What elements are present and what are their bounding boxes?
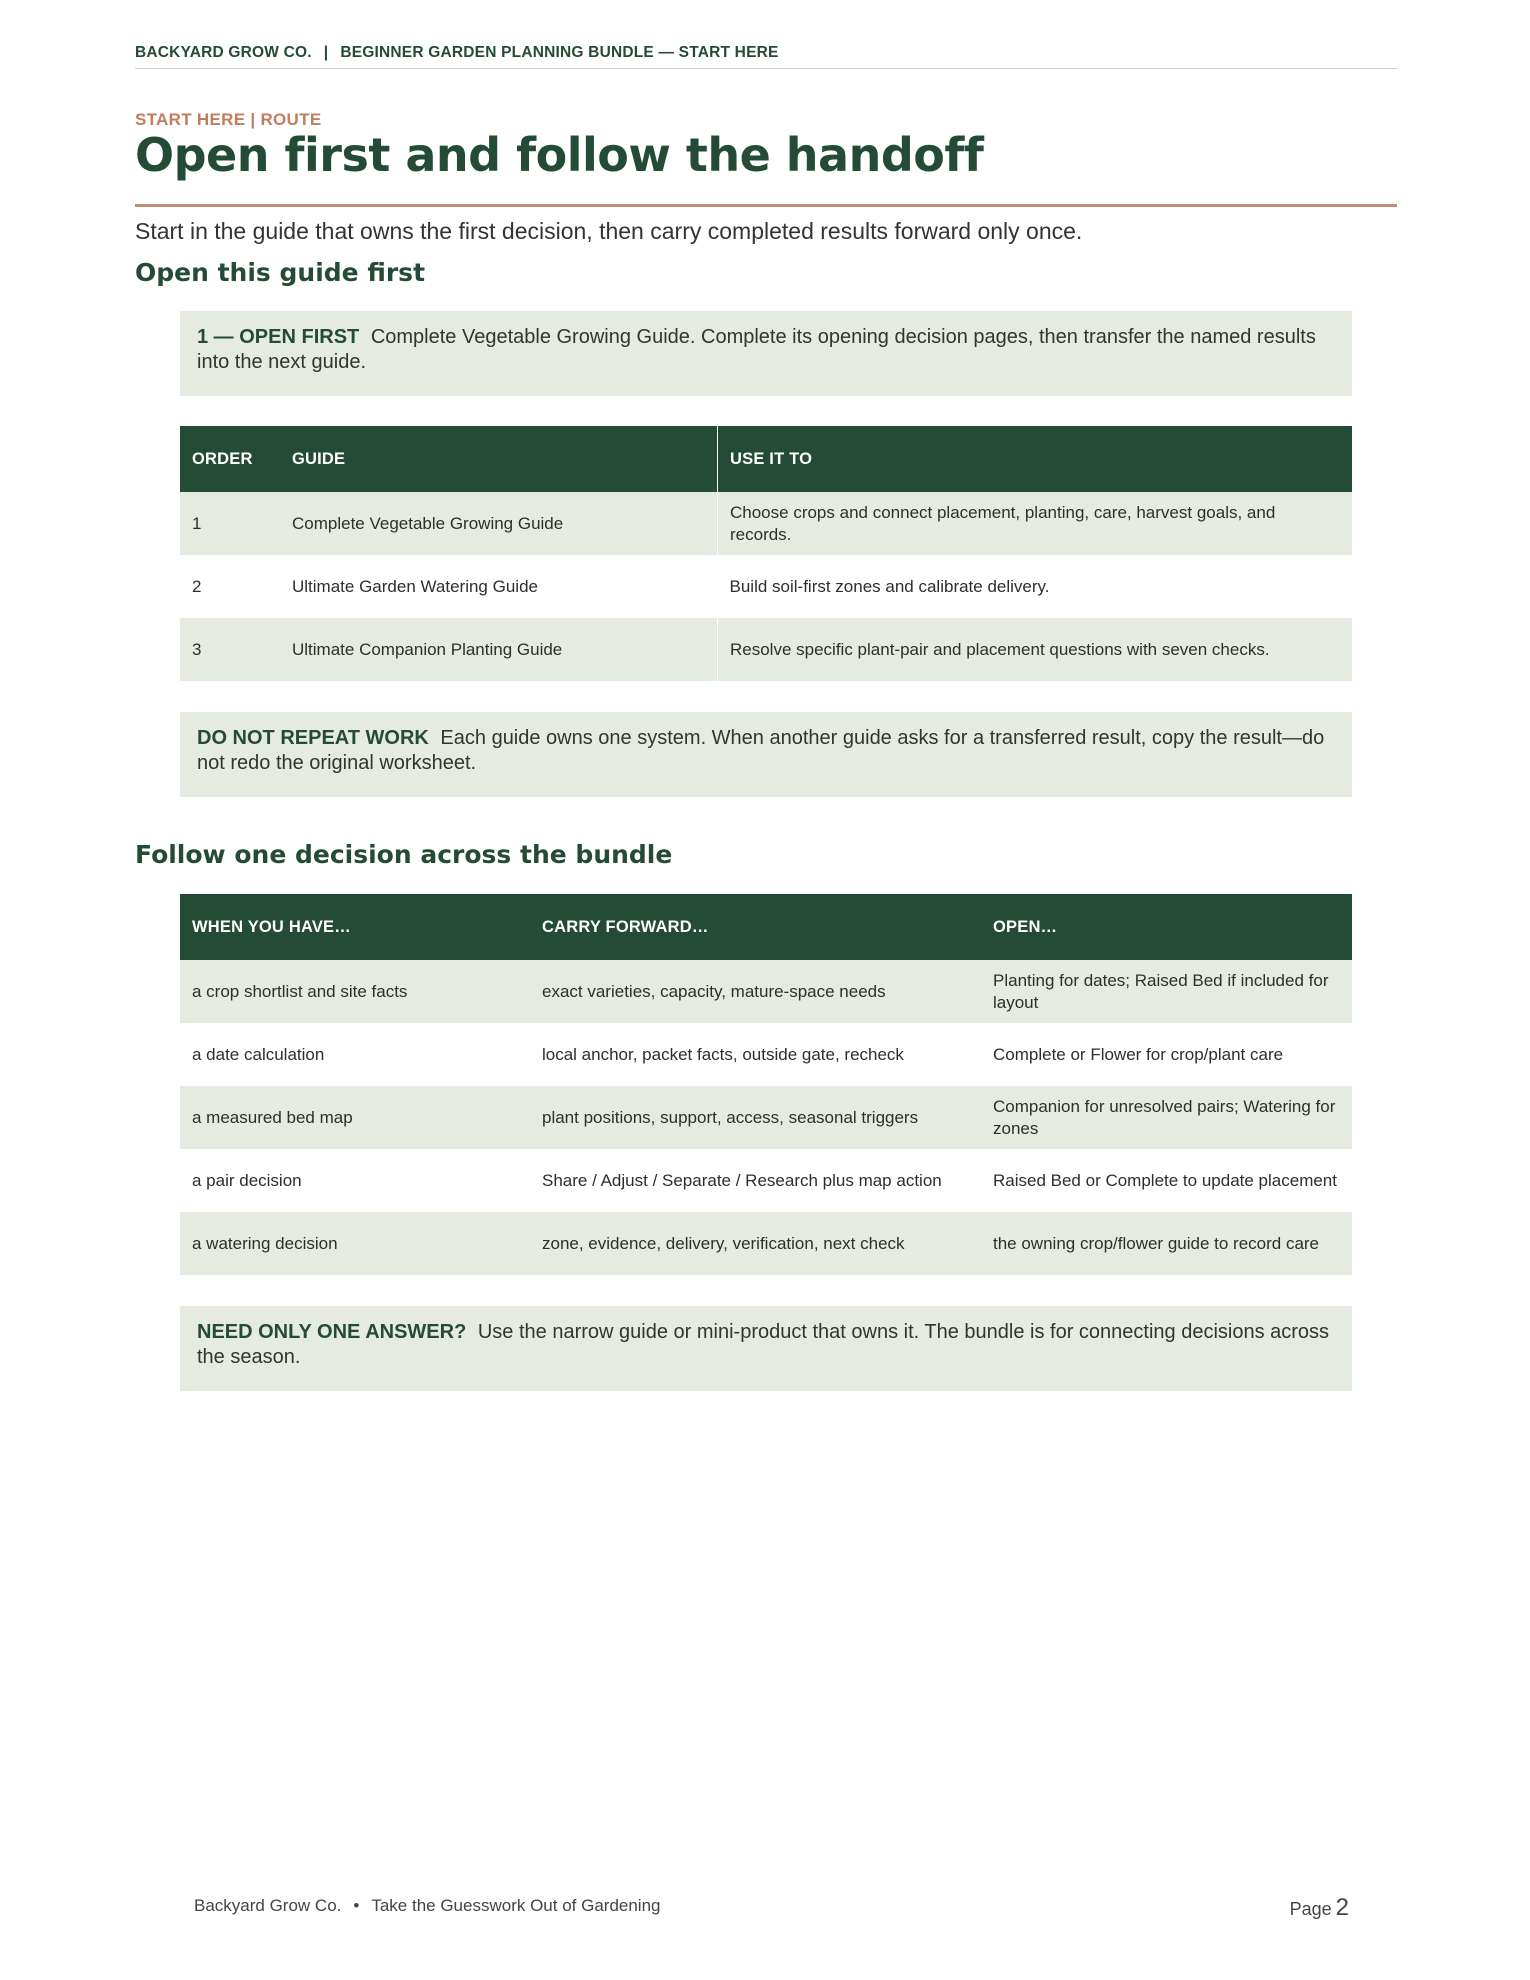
callout-text: Use the narrow guide or mini-product that owns it. The bundle is for connecting decisions across the season. bbox=[197, 1321, 1330, 1368]
cell-open: Complete or Flower for crop/plant care bbox=[993, 1044, 1284, 1064]
cell-use: Choose crops and connect placement, planting, care, harvest goals, and records. bbox=[718, 492, 1353, 555]
column-header-guide: GUIDE bbox=[280, 426, 718, 492]
column-header-order: ORDER bbox=[180, 426, 280, 492]
page-number bbox=[1290, 1894, 1349, 1922]
cell-when: a measured bed map bbox=[180, 1086, 530, 1149]
cell-open: Companion for unresolved pairs; Watering for zones bbox=[981, 1086, 1352, 1149]
cell-carry: local anchor, packet facts, outside gate, recheck bbox=[542, 1044, 904, 1064]
section-heading-open-first: Open this guide first bbox=[135, 258, 426, 287]
table-row bbox=[180, 1149, 1352, 1212]
page-title: Open first and follow the handoff bbox=[135, 128, 984, 182]
table-header-row bbox=[180, 894, 1352, 960]
cell-order: 3 bbox=[180, 618, 280, 681]
do-not-repeat-callout bbox=[180, 712, 1352, 797]
cell-use: Resolve specific plant-pair and placement questions with seven checks. bbox=[718, 618, 1353, 681]
footer-tagline bbox=[194, 1896, 661, 1916]
table-row bbox=[180, 618, 1352, 681]
cell-order: 2 bbox=[192, 576, 202, 596]
page-label: Page bbox=[1289, 1899, 1332, 1919]
table-row bbox=[180, 555, 1352, 618]
page-number-value: 2 bbox=[1335, 1894, 1349, 1921]
callout-text: Each guide owns one system. When another guide asks for a transferred result, copy the result—do not redo the original worksheet. bbox=[197, 727, 1325, 774]
guide-order-table bbox=[180, 426, 1352, 681]
cell-open: the owning crop/flower guide to record care bbox=[981, 1212, 1352, 1275]
cell-carry: Share / Adjust / Separate / Research plus map action bbox=[542, 1170, 942, 1190]
cell-use: Build soil-first zones and calibrate delivery. bbox=[729, 576, 1050, 596]
cell-open: Raised Bed or Complete to update placement bbox=[993, 1170, 1337, 1190]
cell-when: a date calculation bbox=[192, 1044, 325, 1064]
header-separator: | bbox=[323, 44, 329, 61]
cell-carry: exact varieties, capacity, mature-space needs bbox=[530, 960, 981, 1023]
table-row bbox=[180, 1212, 1352, 1275]
running-header bbox=[135, 44, 1397, 62]
cell-when: a pair decision bbox=[192, 1170, 302, 1190]
cell-when: a watering decision bbox=[180, 1212, 530, 1275]
handoff-table bbox=[180, 894, 1352, 1275]
need-one-answer-callout bbox=[180, 1306, 1352, 1391]
footer-bullet: • bbox=[353, 1896, 360, 1915]
cell-guide: Ultimate Garden Watering Guide bbox=[292, 576, 538, 596]
column-header-open: OPEN… bbox=[981, 894, 1352, 960]
section-heading-follow-decision: Follow one decision across the bundle bbox=[135, 840, 673, 869]
cell-guide: Complete Vegetable Growing Guide bbox=[280, 492, 718, 555]
cell-when: a crop shortlist and site facts bbox=[180, 960, 530, 1023]
callout-label: 1 — OPEN FIRST bbox=[197, 326, 360, 348]
table-row bbox=[180, 492, 1352, 555]
footer-brand: Backyard Grow Co. bbox=[194, 1896, 342, 1915]
callout-label: NEED ONLY ONE ANSWER? bbox=[197, 1321, 467, 1343]
column-header-use: USE IT TO bbox=[718, 426, 1353, 492]
column-header-when: WHEN YOU HAVE… bbox=[180, 894, 530, 960]
table-row bbox=[180, 1023, 1352, 1086]
callout-label: DO NOT REPEAT WORK bbox=[197, 727, 429, 749]
cell-carry: plant positions, support, access, seasonal triggers bbox=[530, 1086, 981, 1149]
table-row bbox=[180, 1086, 1352, 1149]
cell-order: 1 bbox=[180, 492, 280, 555]
header-divider bbox=[135, 68, 1397, 69]
title-divider bbox=[135, 204, 1397, 207]
callout-text: Complete Vegetable Growing Guide. Complete its opening decision pages, then transfer the named results into the next guide. bbox=[197, 326, 1316, 373]
section-kicker: START HERE | ROUTE bbox=[135, 110, 322, 129]
cell-open: Planting for dates; Raised Bed if included for layout bbox=[981, 960, 1352, 1023]
open-first-callout bbox=[180, 311, 1352, 396]
header-product: BEGINNER GARDEN PLANNING BUNDLE — START HERE bbox=[340, 44, 779, 61]
table-row bbox=[180, 960, 1352, 1023]
header-brand: BACKYARD GROW CO. bbox=[135, 44, 312, 61]
lead-paragraph: Start in the guide that owns the first decision, then carry completed results forward only once. bbox=[135, 218, 1083, 244]
cell-guide: Ultimate Companion Planting Guide bbox=[280, 618, 718, 681]
footer-tagline-text: Take the Guesswork Out of Gardening bbox=[371, 1896, 661, 1915]
cell-carry: zone, evidence, delivery, verification, next check bbox=[530, 1212, 981, 1275]
column-header-carry: CARRY FORWARD… bbox=[530, 894, 981, 960]
table-header-row bbox=[180, 426, 1352, 492]
